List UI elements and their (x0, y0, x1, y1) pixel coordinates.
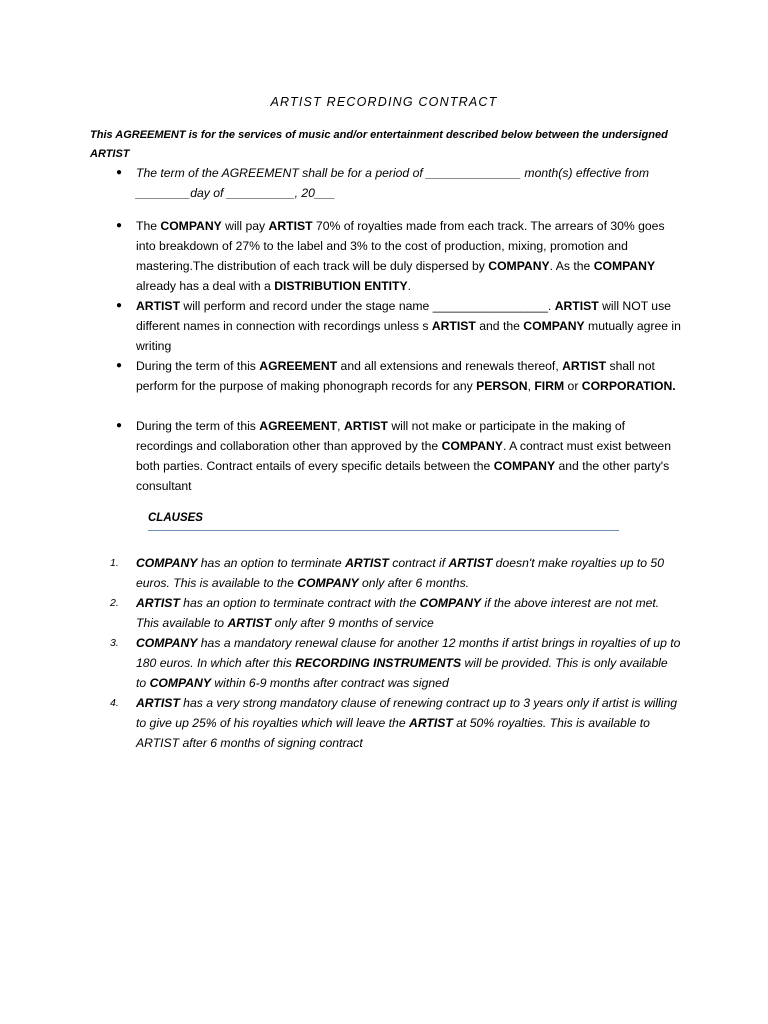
emphasis-text: ARTIST (448, 556, 493, 570)
clause-number: 2. (110, 597, 119, 609)
body-text: if the above interest are not met. This available to (136, 596, 660, 630)
emphasis-text: ARTIST (227, 616, 272, 630)
body-text: AGREEMENT (221, 166, 299, 180)
term-item-5 (115, 416, 681, 496)
body-text: will pay (221, 219, 269, 233)
body-text: will not make or participate in the making of recordings and collaboration other than approved by the (136, 419, 626, 453)
emphasis-text: ARTIST (554, 299, 599, 313)
emphasis-text: COMPANY (488, 259, 550, 273)
emphasis-text: PERSON (476, 379, 528, 393)
body-text: and the other party's consultant (136, 459, 670, 493)
term-item-2 (115, 216, 681, 296)
emphasis-text: COMPANY (419, 596, 482, 610)
emphasis-text: CORPORATION. (581, 379, 676, 393)
emphasis-text: RECORDING INSTRUMENTS (295, 656, 462, 670)
body-text: has an option to terminate (197, 556, 346, 570)
bullet-icon: ● (115, 220, 123, 231)
body-text: doesn't make royalties up to 50 euros. This is available to the (136, 556, 664, 590)
body-text: already has a deal with a (136, 279, 275, 293)
body-text: , (337, 419, 344, 433)
body-text: at 50% royalties. This is available to ARTIST after 6 months of signing contract (136, 716, 650, 750)
emphasis-text: ARTIST (562, 359, 607, 373)
body-text: and all extensions and renewals thereof, (337, 359, 563, 373)
body-text: has a mandatory renewal clause for another 12 months if artist brings in royalties of up to 180 euros. In which after this (136, 636, 681, 670)
emphasis-text: COMPANY (160, 219, 222, 233)
body-text: and the (475, 319, 524, 333)
emphasis-text: COMPANY (593, 259, 656, 273)
body-text: During the term of this (136, 359, 260, 373)
body-text: mutually agree in writing (136, 319, 681, 353)
body-text: , (527, 379, 535, 393)
emphasis-text: ARTIST (431, 319, 476, 333)
body-text: will perform and record under the stage name _________________. (180, 299, 555, 313)
emphasis-text: DISTRIBUTION ENTITY (274, 279, 408, 293)
emphasis-text: ARTIST (136, 696, 180, 710)
body-text: . (407, 279, 411, 293)
body-text: has a very strong mandatory clause of renewing contract up to 3 years only if artist is willing to give up 25% of his royalties which will leave the (136, 696, 678, 730)
body-text: will NOT use different names in connection with recordings unless s (136, 299, 671, 333)
emphasis-text: ARTIST (136, 596, 180, 610)
body-text: shall be for a period of ______________ month(s) effective from ________day of __________, 20___ (136, 166, 650, 200)
body-text: shall not perform for the purpose of making phonograph records for any (136, 359, 655, 393)
term-item-4 (115, 356, 681, 396)
body-text: only after 6 months. (358, 576, 470, 590)
bullet-icon: ● (115, 360, 123, 371)
emphasis-text: ARTIST (343, 419, 388, 433)
clause-number: 4. (110, 697, 119, 709)
bullet-icon: ● (115, 420, 123, 431)
body-text: . As the (549, 259, 594, 273)
clause-number: 3. (110, 637, 119, 649)
emphasis-text: ARTIST (409, 716, 453, 730)
body-text: or (564, 379, 582, 393)
emphasis-text: COMPANY (136, 636, 198, 650)
clause-item-4 (110, 693, 681, 753)
emphasis-text: ARTIST (345, 556, 389, 570)
body-text: will be provided. This is only available to (136, 656, 668, 690)
clauses-heading: CLAUSES (148, 512, 203, 524)
clause-item-3 (110, 633, 681, 693)
intro-paragraph: This AGREEMENT is for the services of music and/or entertainment described below between the undersigned ARTIST (90, 129, 668, 160)
emphasis-text: FIRM (534, 379, 565, 393)
clause-item-2 (110, 593, 681, 633)
emphasis-text: AGREEMENT (259, 359, 338, 373)
term-item-3 (115, 296, 681, 356)
emphasis-text: ARTIST (268, 219, 313, 233)
body-text: . A contract must exist between both parties. Contract entails of every specific details between the (136, 439, 671, 473)
emphasis-text: ARTIST (136, 299, 181, 313)
bullet-icon: ● (115, 167, 123, 178)
emphasis-text: COMPANY (523, 319, 585, 333)
body-text: has an option to terminate contract with the (179, 596, 420, 610)
emphasis-text: AGREEMENT (259, 419, 338, 433)
body-text: 70% of royalties made from each track. The arrears of 30% goes into breakdown of 27% to the label and 3% to the cost of production, mixing, promotion and mastering.The distribution of each track will be duly dispersed by (136, 219, 665, 273)
emphasis-text: COMPANY (297, 576, 359, 590)
emphasis-text: COMPANY (441, 439, 503, 453)
body-text: The term of the (136, 166, 222, 180)
clause-number: 1. (110, 557, 119, 569)
clauses-divider (148, 530, 619, 531)
emphasis-text: COMPANY (493, 459, 556, 473)
emphasis-text: COMPANY (149, 676, 211, 690)
body-text: During the term of this (136, 419, 260, 433)
body-text: within 6-9 months after contract was signed (210, 676, 449, 690)
clause-item-1 (110, 553, 681, 593)
body-text: only after 9 months of service (271, 616, 434, 630)
bullet-icon: ● (115, 300, 123, 311)
body-text: The (136, 219, 161, 233)
emphasis-text: COMPANY (136, 556, 198, 570)
document-title: ARTIST RECORDING CONTRACT (270, 95, 498, 109)
body-text: contract if (388, 556, 449, 570)
term-item-1 (115, 163, 681, 203)
